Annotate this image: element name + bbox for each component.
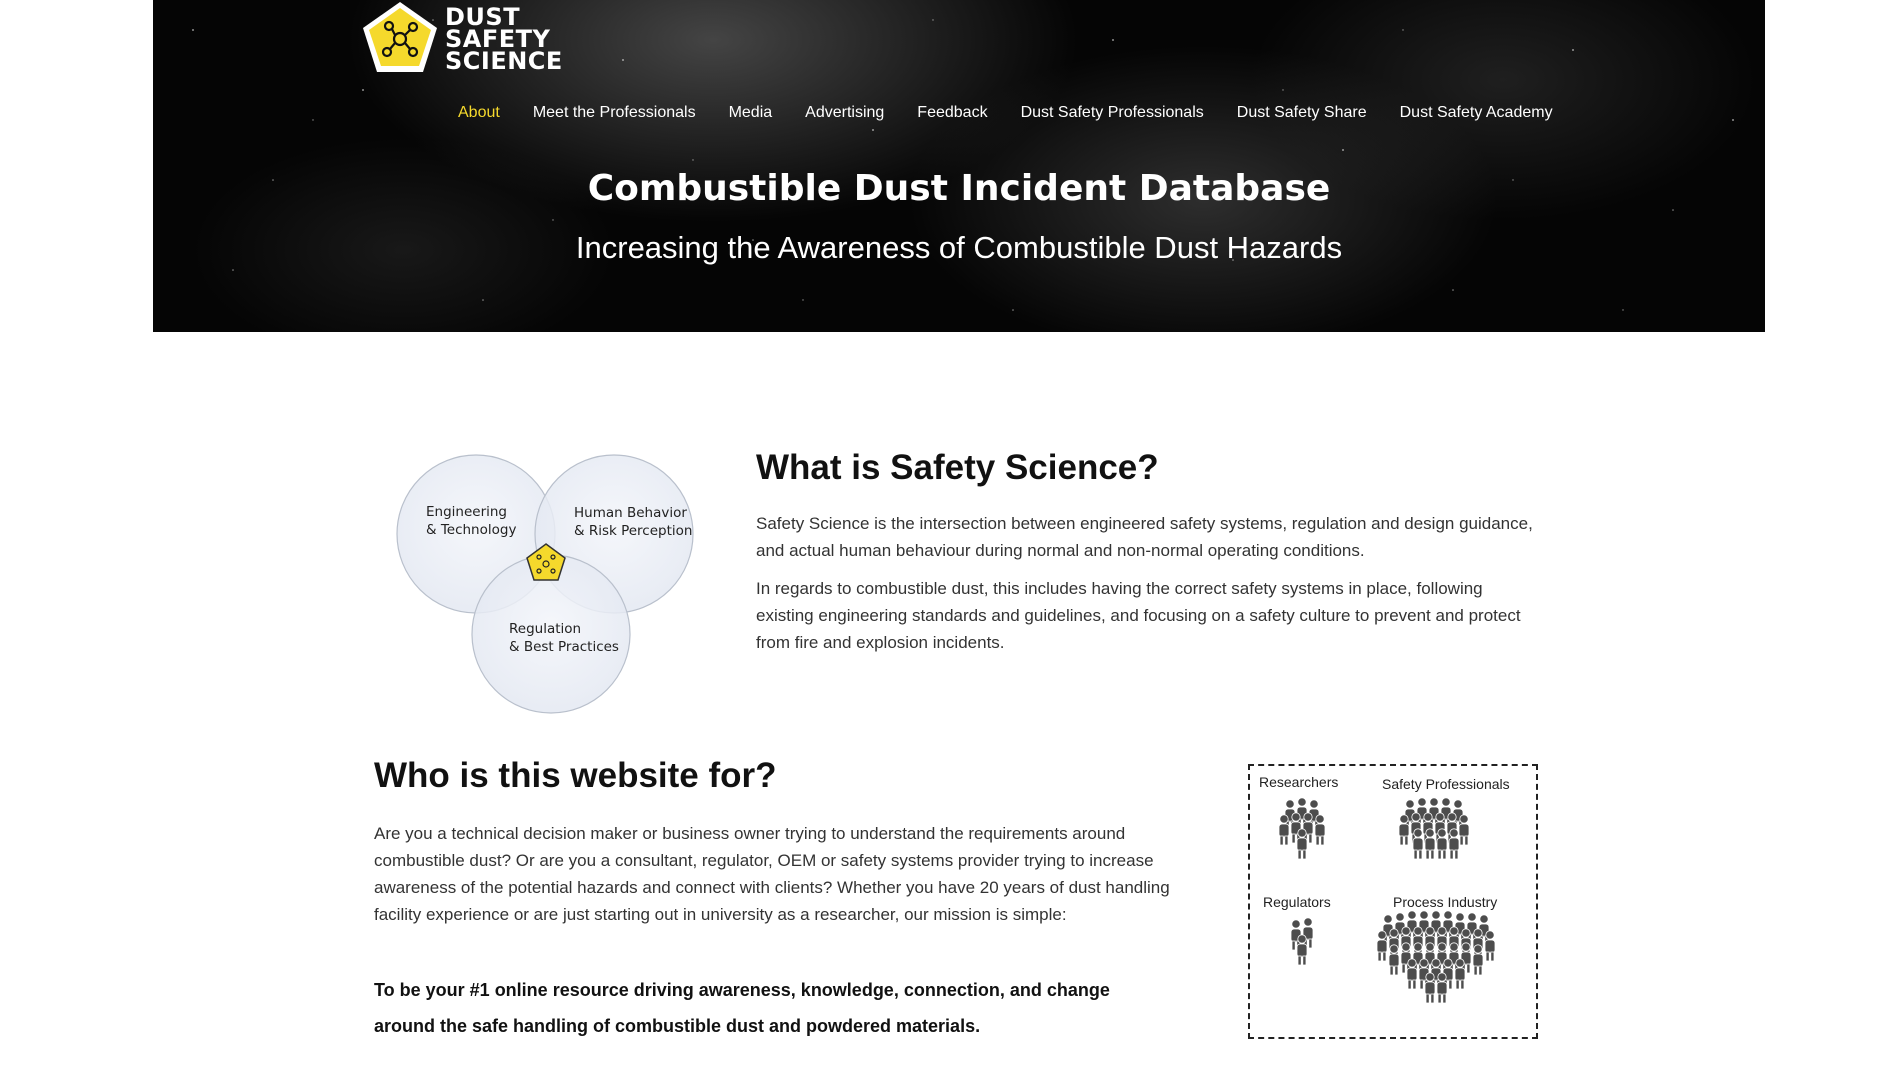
people-group-regulators-icon <box>1291 918 1313 965</box>
nav-item-feedback[interactable]: Feedback <box>917 104 988 121</box>
logo-wordmark <box>445 3 563 75</box>
who-paragraph: Are you a technical decision maker or business owner trying to understand the requirements around combustible dust? Or are you a consultant, regulator, OEM or safety systems provider trying to increase awareness of the potential hazards and connect with clients? Whether you have 20 years of dust handling facility experience or are just starting out in university as a researcher, our mission is simple: <box>374 824 1170 924</box>
section-title-who-is-this-for: Who is this website for? <box>374 756 777 795</box>
site-logo[interactable] <box>361 0 563 74</box>
venn-label-human-behavior-2: & Risk Perception <box>574 523 693 539</box>
people-group-process-industry-icon <box>1377 911 1495 1003</box>
nav-item-about[interactable]: About <box>458 104 500 121</box>
hero-title: Combustible Dust Incident Database <box>587 168 1331 209</box>
logo-line-1: DUST <box>445 3 521 31</box>
audience-label-safety-professionals: Safety Professionals <box>1382 776 1510 792</box>
nav-item-dust-safety-professionals[interactable]: Dust Safety Professionals <box>1020 104 1204 121</box>
people-group-safety-professionals-icon <box>1399 798 1469 859</box>
venn-label-human-behavior-1: Human Behavior <box>574 505 687 521</box>
what-paragraph-1: Safety Science is the intersection between engineered safety systems, regulation and design guidance, and actual human behaviour during normal and non-normal operating conditions. <box>756 514 1533 560</box>
hero-subtitle: Increasing the Awareness of Combustible Dust Hazards <box>575 230 1343 265</box>
nav-item-dust-safety-share[interactable]: Dust Safety Share <box>1236 104 1367 121</box>
audience-label-process-industry: Process Industry <box>1393 894 1498 910</box>
venn-label-regulation-2: & Best Practices <box>509 639 619 655</box>
venn-label-regulation-1: Regulation <box>509 621 582 637</box>
venn-label-engineering-1: Engineering <box>426 504 507 520</box>
safety-science-venn-diagram <box>394 450 694 716</box>
people-group-researchers-icon <box>1279 798 1325 859</box>
section-title-what-is-safety-science: What is Safety Science? <box>756 448 1159 487</box>
audience-diagram <box>1248 764 1538 1039</box>
logo-line-3: SCIENCE <box>445 47 563 75</box>
nav-item-media[interactable]: Media <box>728 104 773 121</box>
dust-molecule-icon <box>361 0 439 74</box>
mission-statement: To be your #1 online resource driving awareness, knowledge, connection, and change around the safe handling of combustible dust and powdered materials. <box>374 980 1110 1036</box>
venn-label-engineering-2: & Technology <box>426 522 517 538</box>
logo-line-2: SAFETY <box>445 25 551 53</box>
nav-item-dust-safety-academy[interactable]: Dust Safety Academy <box>1399 104 1553 121</box>
nav-item-advertising[interactable]: Advertising <box>805 104 885 121</box>
hero-banner <box>153 0 1765 332</box>
nav-item-meet-the-professionals[interactable]: Meet the Professionals <box>532 104 696 121</box>
main-navigation <box>458 104 1586 122</box>
what-paragraph-2: In regards to combustible dust, this includes having the correct safety systems in place, following existing engineering standards and guidelines, and focusing on a safety culture to prevent and protect from fire and explosion incidents. <box>756 579 1521 652</box>
audience-label-researchers: Researchers <box>1259 774 1339 790</box>
audience-people-icons <box>1250 766 1536 1037</box>
audience-label-regulators: Regulators <box>1263 894 1331 910</box>
